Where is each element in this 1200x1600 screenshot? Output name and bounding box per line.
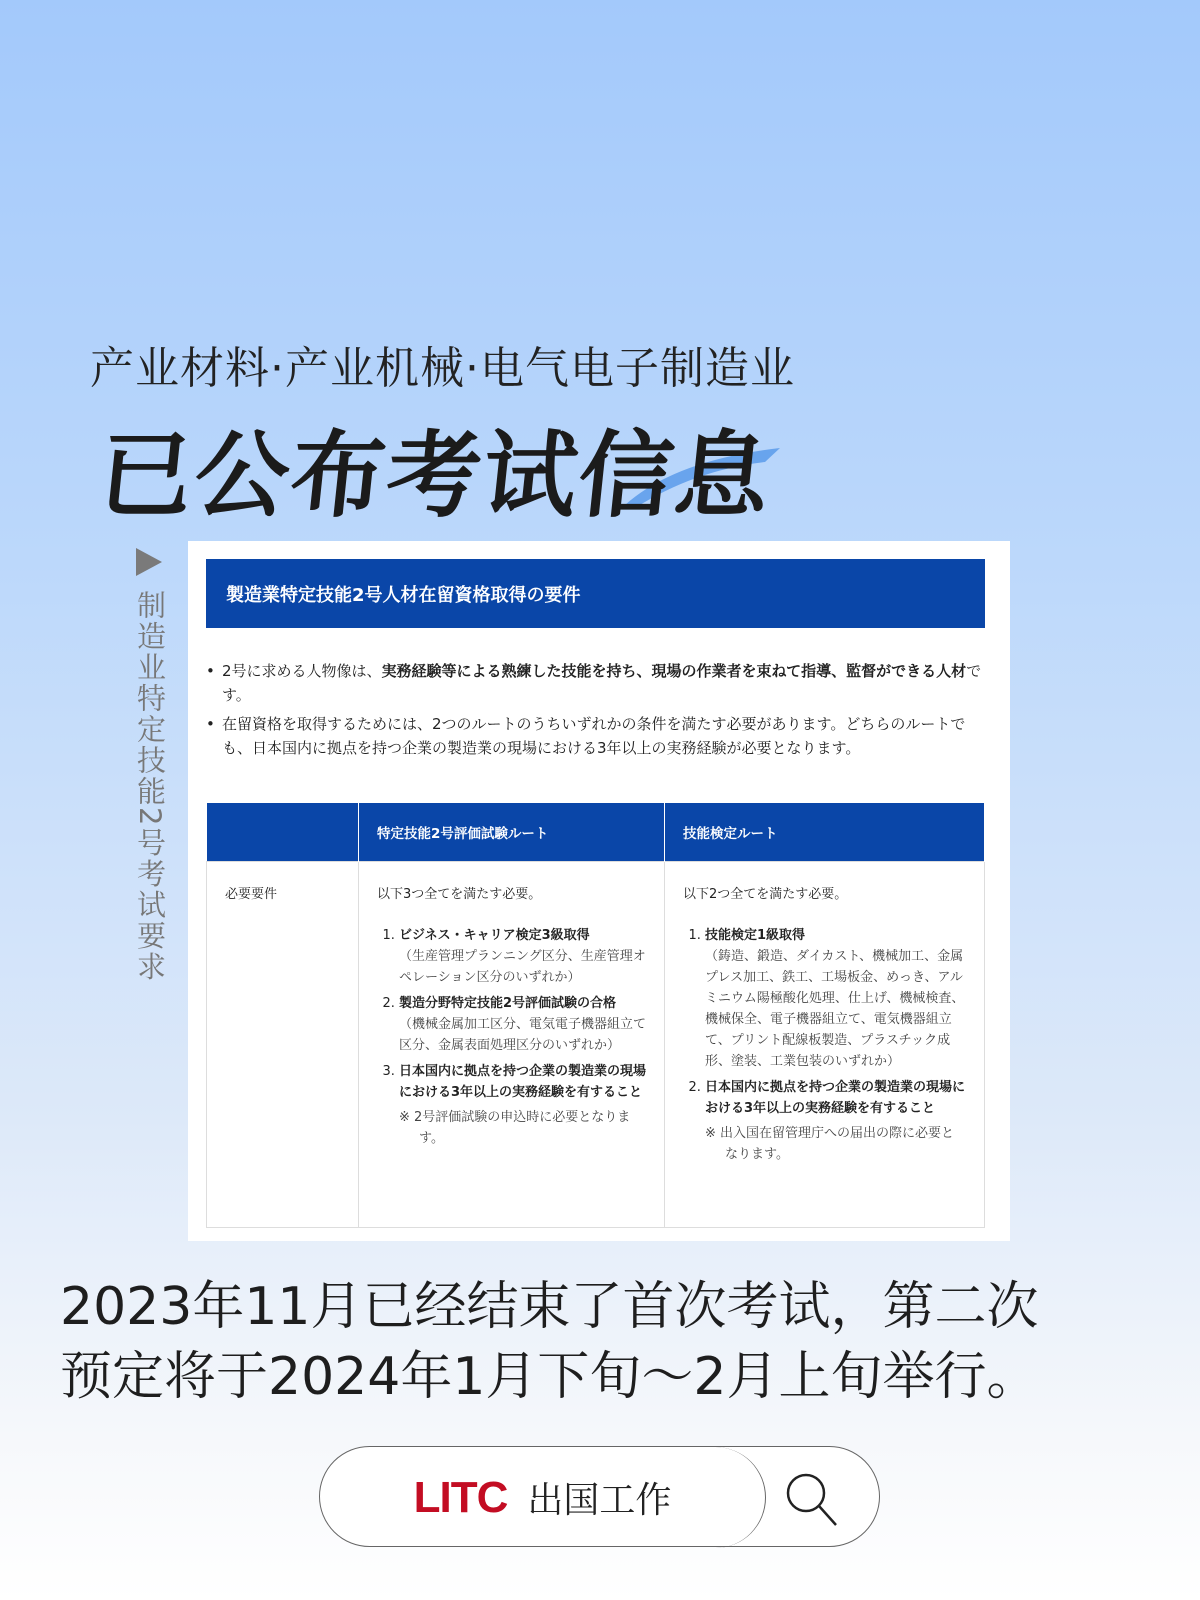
- route-cell: [665, 861, 985, 1228]
- requirement-item: [399, 925, 646, 988]
- requirement-detail: （生産管理プランニング区分、生産管理オペレーション区分のいずれか）: [399, 948, 646, 985]
- cell-intro: 以下2つ全てを満たす必要。: [683, 886, 848, 902]
- requirement-title: 1. ビジネス・キャリア検定3級取得: [399, 927, 590, 943]
- search-bar[interactable]: [319, 1446, 880, 1547]
- bullet-list: [206, 659, 986, 765]
- cell-intro: 以下3つ全てを満たす必要。: [377, 886, 542, 902]
- bullet-item: • 在留資格を取得するためには、2つのルートのうちいずれかの条件を満たす必要があります。どちらのルートでも、日本国内に拠点を持つ企業の製造業の現場における3年以上の実務経験が必要となります。: [206, 712, 986, 760]
- requirement-title: 2. 製造分野特定技能2号評価試験の合格: [399, 995, 617, 1011]
- requirement-title: 2. 日本国内に拠点を持つ企業の製造業の現場における3年以上の実務経験を有すること: [705, 1079, 966, 1116]
- requirement-title: 1. 技能検定1級取得: [705, 927, 806, 943]
- search-icon[interactable]: [782, 1469, 842, 1529]
- bullet-item: [206, 659, 986, 707]
- requirement-item: [399, 993, 646, 1056]
- play-arrow-icon: [136, 548, 162, 576]
- schedule-line: 2023年11月已经结束了首次考试，第二次: [60, 1277, 1039, 1337]
- requirement-item: [399, 1061, 646, 1149]
- requirements-card: [188, 541, 1010, 1241]
- table-row: [207, 861, 985, 1228]
- bullet-text: です。: [222, 662, 982, 704]
- requirement-detail: （機械金属加工区分、電気電子機器組立て区分、金属表面処理区分のいずれか）: [399, 1016, 647, 1053]
- card-header: 製造業特定技能2号人材在留資格取得の要件: [206, 559, 985, 628]
- requirement-list: [683, 925, 966, 1165]
- table-header: 技能検定ルート: [665, 803, 985, 861]
- requirements-table: [206, 803, 985, 1228]
- side-label: 制造业特定技能2号考试要求: [133, 590, 167, 983]
- brand-label: 出国工作: [527, 1480, 672, 1521]
- requirement-item: [705, 1077, 966, 1165]
- brand-field[interactable]: [320, 1447, 766, 1548]
- litc-logo: LITC: [413, 1472, 508, 1522]
- requirement-note: ※ 2号評価試験の申込時に必要となります。: [399, 1109, 631, 1146]
- table-header: [207, 803, 359, 861]
- subtitle: 产业材料·产业机械·电气电子制造业: [90, 343, 795, 394]
- route-cell: [359, 861, 665, 1228]
- bullet-bold-text: 実務経験等による熟練した技能を持ち、現場の作業者を束ねて指導、監督ができる人材: [381, 662, 967, 680]
- requirement-detail: （鋳造、鍛造、ダイカスト、機械加工、金属プレス加工、鉄工、工場板金、めっき、アルミニウム陽極酸化処理、仕上げ、機械検査、機械保全、電子機器組立て、電気機器組立て、プリント配線板製造、プラスチック成形、塗装、工業包装のいずれか）: [705, 948, 965, 1069]
- table-header: 特定技能2号評価試験ルート: [359, 803, 665, 861]
- requirement-title: 3. 日本国内に拠点を持つ企業の製造業の現場における3年以上の実務経験を有すること: [399, 1063, 647, 1100]
- schedule-line: 预定将于2024年1月下旬～2月上旬举行。: [60, 1347, 1039, 1407]
- bullet-text: 2号に求める人物像は、: [222, 662, 382, 680]
- exam-schedule-text: [60, 1272, 1039, 1412]
- requirement-list: [377, 925, 646, 1149]
- page-title: 已公布考试信息: [93, 422, 777, 531]
- table-header-row: [207, 803, 985, 861]
- row-label: 必要要件: [207, 861, 359, 1228]
- requirement-note: ※ 出入国在留管理庁への届出の際に必要となります。: [705, 1125, 955, 1162]
- requirement-item: [705, 925, 966, 1072]
